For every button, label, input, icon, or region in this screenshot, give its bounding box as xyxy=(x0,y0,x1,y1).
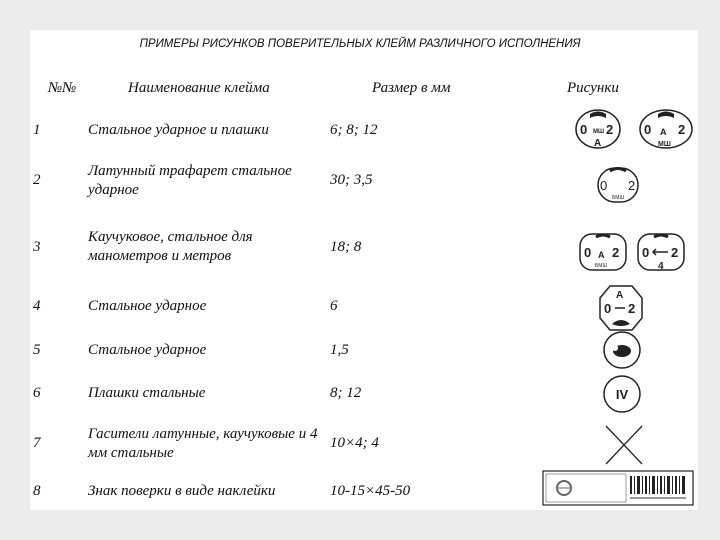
row-number: 3 xyxy=(33,239,41,255)
row-size: 6 xyxy=(330,298,338,314)
row-name: Знак поверки в виде наклейки xyxy=(88,483,276,499)
table-row xyxy=(30,292,698,336)
row-name: Гасители латунные, каучуковые и 4 мм стальные xyxy=(88,426,318,461)
stamp-digit: 2 xyxy=(671,245,679,260)
stamp-digit: 2 xyxy=(612,245,620,260)
row-name: Латунный трафарет стальное ударное xyxy=(88,163,292,198)
row-size: 1,5 xyxy=(330,342,349,358)
stamp-digit: 2 xyxy=(628,178,636,193)
stamp-letter: А xyxy=(616,290,624,301)
stamp-round-icon xyxy=(604,332,640,368)
header-drawing: Рисунки xyxy=(567,80,619,96)
row-number: 8 xyxy=(33,483,41,499)
stamp-code: МШ xyxy=(593,129,605,135)
stamp-digit: 0 xyxy=(600,178,608,193)
header-number: №№ xyxy=(48,80,77,96)
row-name: Стальное ударное xyxy=(88,342,207,358)
row-number: 1 xyxy=(33,122,41,138)
stamp-letter: А xyxy=(660,127,667,137)
stamp-digit: 0 xyxy=(642,245,650,260)
stamp-code: БМШ xyxy=(595,263,608,269)
page-title: ПРИМЕРЫ РИСУНКОВ ПОВЕРИТЕЛЬНЫХ КЛЕЙМ РАЗЛИЧНОГО ИСПОЛНЕНИЯ xyxy=(139,38,581,50)
row-number: 2 xyxy=(33,172,41,188)
stamp-stencil-icon xyxy=(598,168,638,202)
stamp-drawing-3 xyxy=(576,230,696,274)
stamp-drawing-8 xyxy=(542,470,694,506)
table-row xyxy=(30,380,698,424)
stamp-digit: 0 xyxy=(580,122,588,137)
table-row xyxy=(30,338,698,382)
stamp-digit: 2 xyxy=(606,122,614,137)
stamp-drawing-2 xyxy=(594,162,674,206)
row-name: Стальное ударное xyxy=(88,298,207,314)
verification-sticker-icon xyxy=(543,471,693,505)
stamp-drawing-1 xyxy=(572,108,696,150)
row-number: 4 xyxy=(33,298,41,314)
stamp-letter: А xyxy=(598,250,605,260)
stamp-drawing-7 xyxy=(602,422,646,468)
row-number: 6 xyxy=(33,385,41,401)
row-size: 18; 8 xyxy=(330,239,362,255)
row-size: 6; 8; 12 xyxy=(330,122,378,138)
stamp-octagon-icon xyxy=(600,286,642,330)
table-row xyxy=(30,476,698,520)
row-number: 7 xyxy=(33,435,41,451)
header-name: Наименование клейма xyxy=(128,80,270,96)
table-row xyxy=(30,226,698,270)
stamp-round-icon xyxy=(604,376,640,412)
stamp-oval-icon xyxy=(640,110,692,148)
stamp-drawing-5 xyxy=(600,330,644,370)
stamp-roman-numeral: IV xyxy=(615,387,629,402)
row-name: Каучуковое, стальное для манометров и метров xyxy=(88,229,253,264)
stamp-stencil-icon xyxy=(638,234,684,272)
table-row xyxy=(30,160,698,204)
table-row xyxy=(30,424,698,468)
stamp-digit: 2 xyxy=(628,301,636,316)
stamp-digit: 0 xyxy=(644,122,652,137)
row-size: 10-15×45-50 xyxy=(330,483,411,499)
cross-mark-icon xyxy=(606,426,642,464)
stamp-drawing-6 xyxy=(600,374,644,414)
row-name: Стальное ударное и плашки xyxy=(88,122,269,138)
stamp-digit: 0 xyxy=(604,301,612,316)
stamp-oval-icon xyxy=(576,110,620,149)
stamp-stencil-icon xyxy=(580,234,626,270)
table-row xyxy=(30,116,698,160)
row-name: Плашки стальные xyxy=(88,385,206,401)
row-size: 8; 12 xyxy=(330,385,362,401)
stamp-drawing-4 xyxy=(596,284,646,332)
row-number: 5 xyxy=(33,342,41,358)
stamp-digit: 0 xyxy=(584,245,592,260)
stamp-code: БМШ xyxy=(612,195,625,201)
stamp-code: МШ xyxy=(658,141,671,148)
row-size: 30; 3,5 xyxy=(330,172,373,188)
stamp-digit: 2 xyxy=(678,122,686,137)
header-size: Размер в мм xyxy=(372,80,451,96)
stamp-digit: 4 xyxy=(658,261,664,272)
row-size: 10×4; 4 xyxy=(330,435,379,451)
stamp-letter: А xyxy=(594,138,602,149)
